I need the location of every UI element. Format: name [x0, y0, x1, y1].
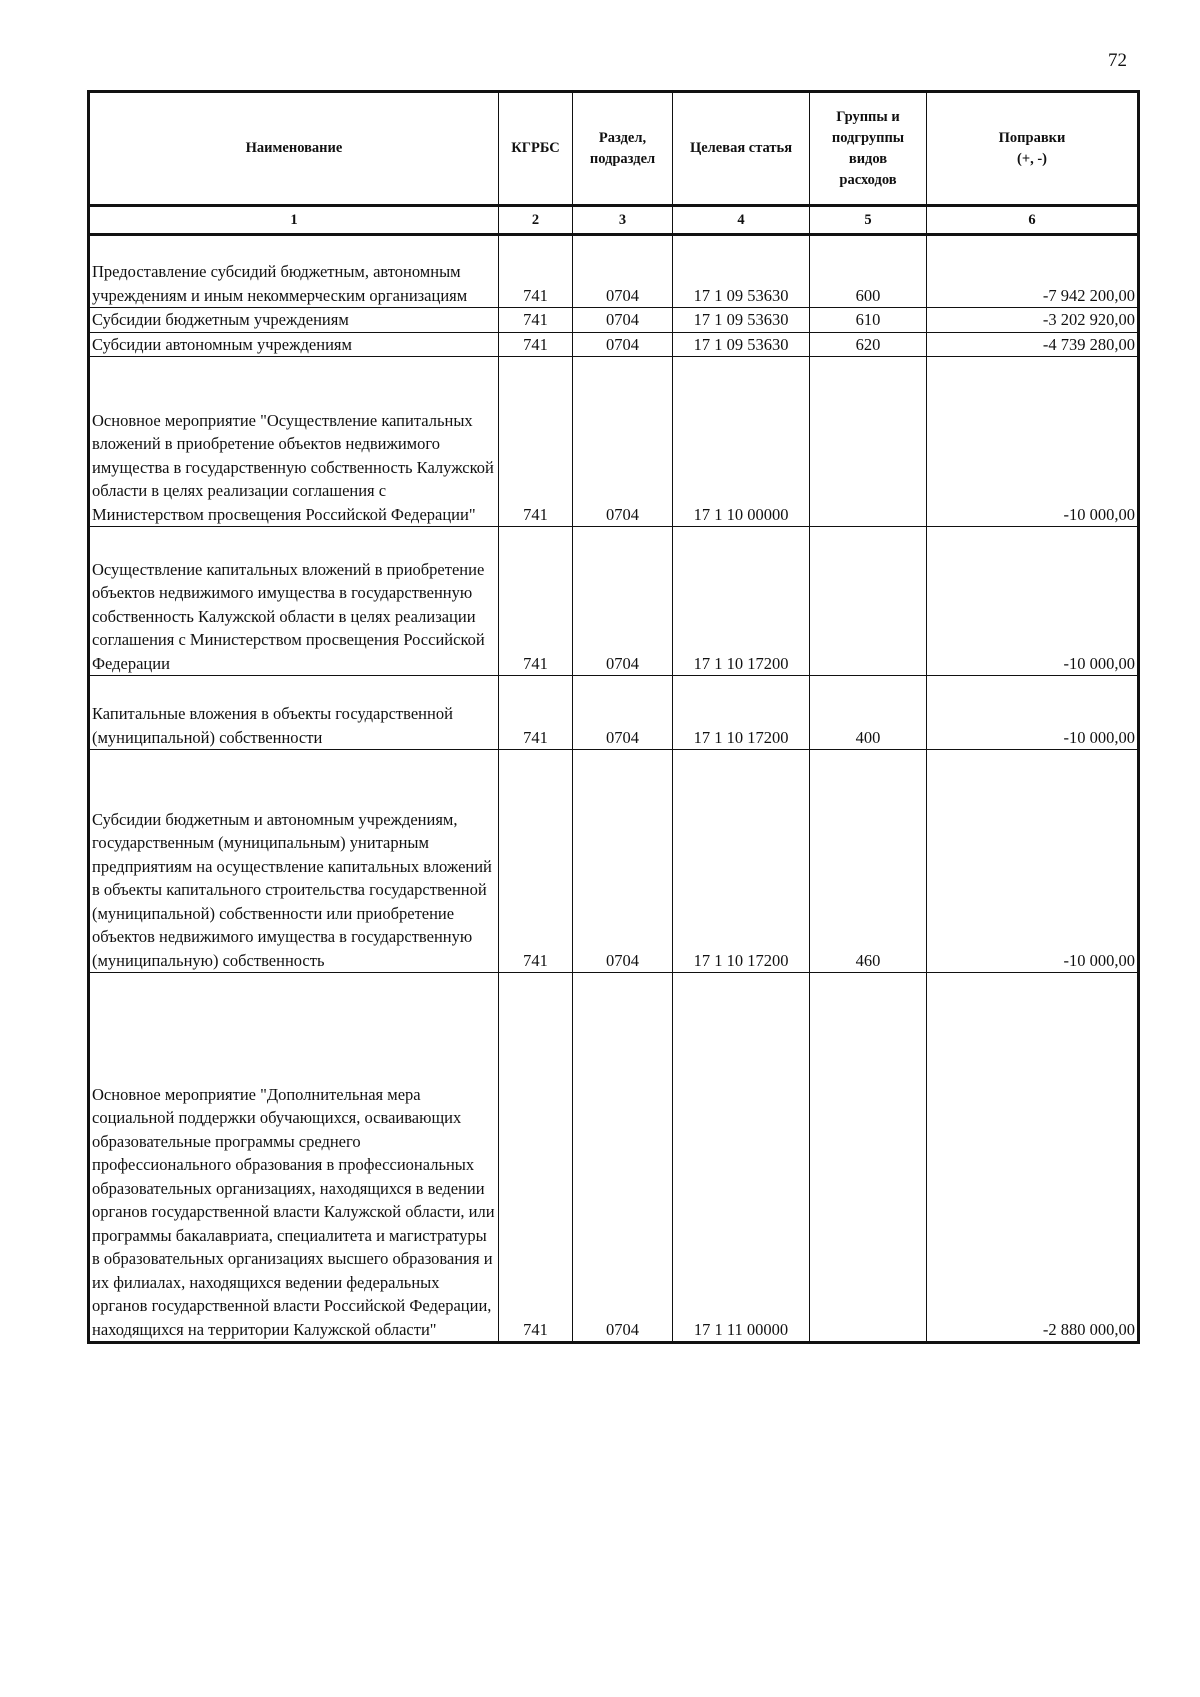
row-name: Субсидии бюджетным учреждениям: [89, 308, 499, 333]
row-target: 17 1 10 17200: [673, 676, 810, 750]
row-target: 17 1 09 53630: [673, 308, 810, 333]
row-name: Основное мероприятие "Осуществление капитальных вложений в приобретение объектов недвижимого имущества в государственную собственность Калужской области в целях реализации соглашения с Министерством просвещения Российской Федерации": [89, 357, 499, 527]
column-number-row: [89, 206, 1139, 235]
row-amount: -2 880 000,00: [927, 973, 1139, 1343]
row-section: 0704: [573, 527, 673, 676]
row-kgrbs: 741: [499, 308, 573, 333]
page-number: 72: [1108, 50, 1127, 71]
row-name: Субсидии бюджетным и автономным учреждениям, государственным (муниципальным) унитарным предприятиям на осуществление капитальных вложений в объекты капитального строительства государственной (муниципальной) собственности или приобретение объектов недвижимого имущества в государственную (муниципальную) собственность: [89, 750, 499, 973]
row-group: 620: [810, 332, 927, 357]
budget-amendments-table: [87, 90, 1140, 1344]
row-kgrbs: 741: [499, 750, 573, 973]
header-section: Раздел, подраздел: [573, 92, 673, 206]
table-header-row: [89, 92, 1139, 206]
row-group: [810, 357, 927, 527]
column-number: 4: [673, 206, 810, 235]
table-row: [89, 308, 1139, 333]
row-kgrbs: 741: [499, 332, 573, 357]
table-row: [89, 676, 1139, 750]
row-section: 0704: [573, 332, 673, 357]
row-target: 17 1 10 17200: [673, 750, 810, 973]
header-amendments: Поправки (+, -): [927, 92, 1139, 206]
row-name: Основное мероприятие "Дополнительная мера социальной поддержки обучающихся, осваивающих образовательные программы среднего профессионального образования в профессиональных образовательных организациях, находящихся в ведении органов государственной власти Калужской области, или программы бакалавриата, специалитета и магистратуры в образовательных организациях высшего образования и их филиалах, находящихся ведении федеральных органов государственной власти Российской Федерации, находящихся на территории Калужской области": [89, 973, 499, 1343]
row-kgrbs: 741: [499, 973, 573, 1343]
header-kgrbs: КГРБС: [499, 92, 573, 206]
table-row: [89, 750, 1139, 973]
table-row: [89, 332, 1139, 357]
row-kgrbs: 741: [499, 676, 573, 750]
row-target: 17 1 11 00000: [673, 973, 810, 1343]
row-amount: -10 000,00: [927, 357, 1139, 527]
table-row: [89, 973, 1139, 1343]
row-group: 610: [810, 308, 927, 333]
row-kgrbs: 741: [499, 527, 573, 676]
row-kgrbs: 741: [499, 357, 573, 527]
row-name: Предоставление субсидий бюджетным, автономным учреждениям и иным некоммерческим организациям: [89, 235, 499, 308]
row-group: 460: [810, 750, 927, 973]
table-row: [89, 527, 1139, 676]
row-section: 0704: [573, 357, 673, 527]
row-name: Субсидии автономным учреждениям: [89, 332, 499, 357]
row-name: Осуществление капитальных вложений в приобретение объектов недвижимого имущества в государственную собственность Калужской области в целях реализации соглашения с Министерством просвещения Российской Федерации: [89, 527, 499, 676]
row-group: [810, 973, 927, 1343]
column-number: 3: [573, 206, 673, 235]
row-amount: -3 202 920,00: [927, 308, 1139, 333]
row-target: 17 1 10 17200: [673, 527, 810, 676]
row-amount: -7 942 200,00: [927, 235, 1139, 308]
row-amount: -10 000,00: [927, 527, 1139, 676]
column-number: 1: [89, 206, 499, 235]
row-group: [810, 527, 927, 676]
column-number: 2: [499, 206, 573, 235]
column-number: 6: [927, 206, 1139, 235]
column-number: 5: [810, 206, 927, 235]
row-target: 17 1 10 00000: [673, 357, 810, 527]
row-amount: -10 000,00: [927, 676, 1139, 750]
row-group: 600: [810, 235, 927, 308]
header-groups: Группы и подгруппы видов расходов: [810, 92, 927, 206]
row-name: Капитальные вложения в объекты государственной (муниципальной) собственности: [89, 676, 499, 750]
row-section: 0704: [573, 750, 673, 973]
row-section: 0704: [573, 308, 673, 333]
row-target: 17 1 09 53630: [673, 332, 810, 357]
header-name: Наименование: [89, 92, 499, 206]
row-section: 0704: [573, 973, 673, 1343]
row-target: 17 1 09 53630: [673, 235, 810, 308]
header-target: Целевая статья: [673, 92, 810, 206]
row-group: 400: [810, 676, 927, 750]
row-kgrbs: 741: [499, 235, 573, 308]
table-row: [89, 357, 1139, 527]
row-section: 0704: [573, 676, 673, 750]
row-amount: -10 000,00: [927, 750, 1139, 973]
table-row: [89, 235, 1139, 308]
row-section: 0704: [573, 235, 673, 308]
row-amount: -4 739 280,00: [927, 332, 1139, 357]
